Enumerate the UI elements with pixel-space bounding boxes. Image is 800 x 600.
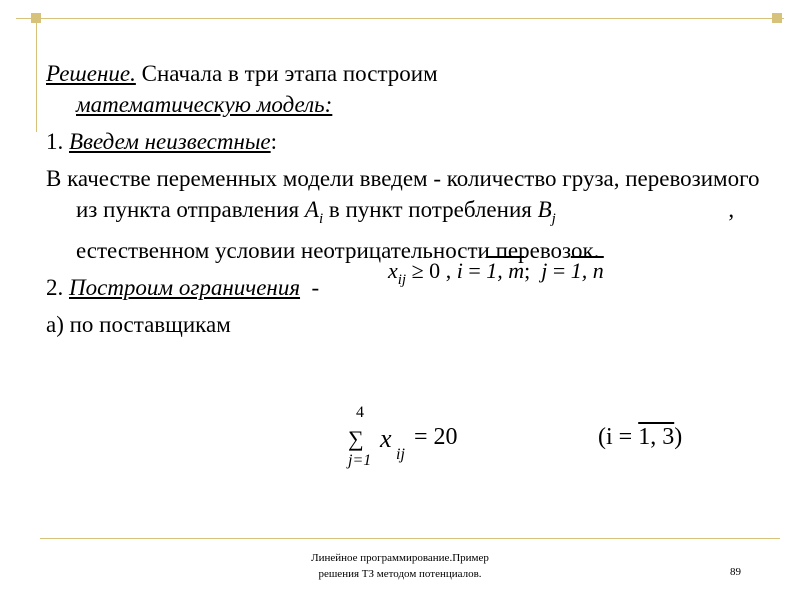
step-1-label: Введем неизвестные <box>69 129 271 154</box>
solution-label: Решение. <box>46 61 136 86</box>
model-label: математическую модель: <box>76 92 333 117</box>
top-rule <box>16 18 784 19</box>
slide-body <box>46 58 766 346</box>
variables-paragraph: В качестве переменных модели введем - количество груза, перевозимого из пункта отправления $A_i$ в пункт потребления $B_j$ , естественном условии неотрицательности перевозок. <box>46 166 760 263</box>
sigma-icon: ∑ <box>348 426 364 451</box>
page-number: 89 <box>730 566 741 578</box>
supplier-range: (i = 1, 3) <box>598 424 683 450</box>
step-2: 2. Построим ограничения - <box>46 275 320 300</box>
step-1: 1. Введем неизвестные: <box>46 129 278 154</box>
corner-square-right <box>772 13 782 23</box>
step-2-label: Построим ограничения <box>69 275 301 300</box>
supplier-sum-formula: 4 ∑ j=1 x ij = 20 <box>348 404 458 469</box>
left-rule <box>36 14 37 132</box>
footer-caption: Линейное программирование.Пример решения ТЗ методом потенциалов. <box>311 552 489 580</box>
nonnegativity-formula: $x_{ij} \ge 0$ , i = 1, m; j = 1, n <box>388 258 604 288</box>
solution-line: Решение. Сначала в три этапа построим математическую модель: <box>46 61 438 117</box>
footer-rule <box>40 538 780 539</box>
suppliers-line: а) по поставщикам <box>46 312 231 337</box>
